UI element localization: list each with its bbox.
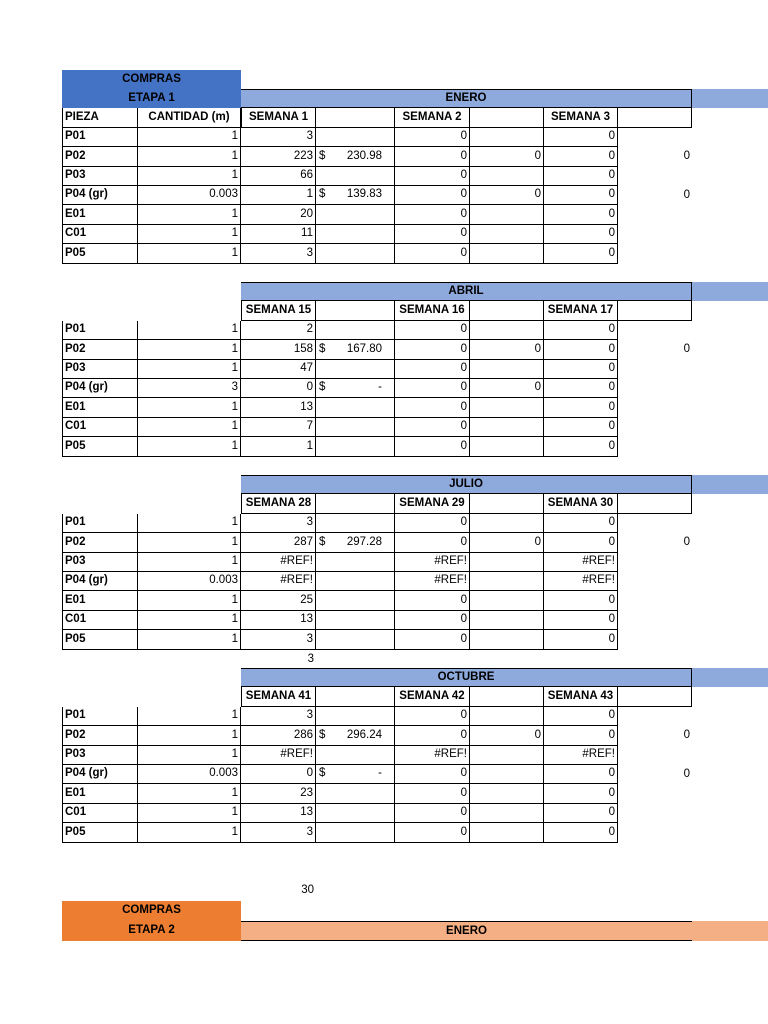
week3-extra-value (618, 630, 692, 649)
cost-cell (316, 707, 395, 726)
week1-value: 23 (241, 784, 316, 803)
week2-value: 0 (395, 128, 470, 147)
cost-cell (316, 726, 395, 745)
quantity-value: 1 (138, 514, 241, 533)
week2-extra-value (470, 823, 544, 842)
week3-extra-value (618, 360, 692, 379)
cost-cell (316, 553, 395, 572)
week1-value: #REF! (241, 572, 316, 591)
piece-code: P05 (62, 244, 138, 263)
cost-cell (316, 418, 395, 437)
quantity-value: 1 (138, 340, 241, 359)
quantity-value: 1 (138, 437, 241, 456)
stage2-month-label: ENERO (241, 921, 692, 941)
week3-extra-value (618, 398, 692, 417)
week2-extra-value (470, 746, 544, 765)
week2-extra-value: 0 (470, 147, 544, 166)
blank-header-cell (618, 494, 692, 513)
cost-cell (316, 321, 395, 340)
cost-amount: 230.98 (346, 149, 382, 162)
cost-amount: 167.80 (346, 342, 382, 355)
currency-symbol: $ (319, 728, 326, 741)
piece-code: P02 (62, 726, 138, 745)
piece-code: C01 (62, 611, 138, 630)
week2-extra-value (470, 804, 544, 823)
week3-value: 0 (544, 630, 618, 649)
week3-extra-value (618, 804, 692, 823)
currency-symbol: $ (319, 342, 326, 355)
cost-cell (316, 823, 395, 842)
week1-value: 286 (241, 726, 316, 745)
cost-cell (316, 398, 395, 417)
cost-cell (316, 244, 395, 263)
piece-code: E01 (62, 398, 138, 417)
week3-extra-value (618, 784, 692, 803)
cost-cell (316, 186, 395, 205)
week-header: SEMANA 29 (395, 494, 470, 513)
piece-code: P05 (62, 630, 138, 649)
week3-value: 0 (544, 726, 618, 745)
week-header: SEMANA 28 (241, 494, 316, 513)
week-header: SEMANA 1 (241, 108, 316, 127)
cost-amount: 139.83 (346, 188, 382, 201)
week2-extra-value (470, 572, 544, 591)
quantity-value: 1 (138, 746, 241, 765)
week2-extra-value (470, 205, 544, 224)
stage2-title-line1: COMPRAS (62, 901, 241, 921)
week3-extra-value (618, 225, 692, 244)
week1-value: 1 (241, 437, 316, 456)
week2-value: 0 (395, 784, 470, 803)
blank-header-cell (316, 687, 395, 706)
week3-extra-value (618, 572, 692, 591)
loose-value: 30 (301, 883, 314, 896)
week-header: SEMANA 42 (395, 687, 470, 706)
week2-extra-value (470, 321, 544, 340)
quantity-value: 1 (138, 398, 241, 417)
week1-value: 25 (241, 591, 316, 610)
quantity-value: 1 (138, 784, 241, 803)
week2-extra-value (470, 398, 544, 417)
quantity-value: 0.003 (138, 765, 241, 784)
quantity-value: 1 (138, 244, 241, 263)
quantity-value: 1 (138, 418, 241, 437)
quantity-value: 0.003 (138, 572, 241, 591)
week3-value: 0 (544, 225, 618, 244)
piece-code: P05 (62, 823, 138, 842)
month-label: JULIO (241, 475, 692, 494)
week3-value: 0 (544, 533, 618, 552)
week1-value: 66 (241, 167, 316, 186)
quantity-value: 1 (138, 591, 241, 610)
cost-cell (316, 205, 395, 224)
blank-header-cell (316, 108, 395, 127)
week2-extra-value (470, 514, 544, 533)
week-header: SEMANA 3 (544, 108, 618, 127)
week2-value: #REF! (395, 572, 470, 591)
week3-extra-value: 0 (683, 150, 690, 163)
cost-cell (316, 804, 395, 823)
week2-extra-value (470, 244, 544, 263)
piece-code: C01 (62, 225, 138, 244)
stage1-title-line1: COMPRAS (62, 70, 241, 89)
week1-value: 20 (241, 205, 316, 224)
week3-extra-value (618, 823, 692, 842)
week2-value: 0 (395, 167, 470, 186)
piece-code: P04 (gr) (62, 186, 138, 205)
week3-value: 0 (544, 379, 618, 398)
week2-value: #REF! (395, 553, 470, 572)
week3-value: 0 (544, 167, 618, 186)
month-label: ABRIL (241, 282, 692, 301)
cost-cell (316, 572, 395, 591)
week2-extra-value (470, 360, 544, 379)
week1-value: #REF! (241, 746, 316, 765)
week3-value: 0 (544, 321, 618, 340)
cost-cell (316, 533, 395, 552)
week2-extra-value (470, 707, 544, 726)
cost-cell (316, 340, 395, 359)
week1-value: 158 (241, 340, 316, 359)
week2-value: 0 (395, 823, 470, 842)
piece-code: C01 (62, 804, 138, 823)
week2-value: #REF! (395, 746, 470, 765)
cost-cell (316, 611, 395, 630)
week2-extra-value (470, 128, 544, 147)
week-header: SEMANA 17 (544, 301, 618, 320)
week3-value: 0 (544, 128, 618, 147)
cost-amount: 297.28 (346, 535, 382, 548)
week3-extra-value: 0 (683, 536, 690, 549)
piece-code: P02 (62, 533, 138, 552)
week3-value: 0 (544, 147, 618, 166)
cost-cell (316, 765, 395, 784)
week-header: SEMANA 16 (395, 301, 470, 320)
week3-extra-value (618, 591, 692, 610)
week3-extra-value (618, 746, 692, 765)
week3-value: 0 (544, 707, 618, 726)
week3-value: 0 (544, 186, 618, 205)
blank-header-cell (618, 301, 692, 320)
quantity-value: 1 (138, 707, 241, 726)
week-header: SEMANA 2 (395, 108, 470, 127)
week2-value: 0 (395, 205, 470, 224)
cost-cell (316, 630, 395, 649)
week2-extra-value (470, 784, 544, 803)
piece-code: P03 (62, 360, 138, 379)
quantity-value: 1 (138, 823, 241, 842)
week3-extra-value (618, 553, 692, 572)
week1-value: 0 (241, 765, 316, 784)
week3-extra-value: 0 (683, 343, 690, 356)
week3-extra-value (618, 167, 692, 186)
quantity-value: 3 (138, 379, 241, 398)
week3-value: #REF! (544, 572, 618, 591)
week1-value: 287 (241, 533, 316, 552)
week2-extra-value: 0 (470, 726, 544, 745)
quantity-value: 1 (138, 630, 241, 649)
week3-extra-value (618, 244, 692, 263)
cost-cell (316, 128, 395, 147)
week3-value: 0 (544, 205, 618, 224)
month-label: ENERO (241, 89, 692, 108)
week1-value: 0 (241, 379, 316, 398)
week1-value: 3 (241, 244, 316, 263)
week3-value: 0 (544, 340, 618, 359)
piece-code: C01 (62, 418, 138, 437)
week2-extra-value: 0 (470, 340, 544, 359)
week3-extra-value (618, 707, 692, 726)
week2-extra-value (470, 591, 544, 610)
week2-value: 0 (395, 321, 470, 340)
week2-value: 0 (395, 225, 470, 244)
week2-value: 0 (395, 804, 470, 823)
stage2-bottom-border (241, 940, 692, 941)
week2-value: 0 (395, 533, 470, 552)
piece-code: P01 (62, 128, 138, 147)
cost-cell (316, 784, 395, 803)
week2-extra-value (470, 553, 544, 572)
quantity-value: 0.003 (138, 186, 241, 205)
week2-value: 0 (395, 418, 470, 437)
week3-value: 0 (544, 437, 618, 456)
quantity-value: 1 (138, 553, 241, 572)
blank-header-cell (618, 687, 692, 706)
week2-extra-value (470, 765, 544, 784)
week2-extra-value (470, 437, 544, 456)
currency-symbol: $ (319, 149, 326, 162)
week3-value: 0 (544, 804, 618, 823)
cost-cell (316, 437, 395, 456)
piece-code: P05 (62, 437, 138, 456)
week3-value: 0 (544, 398, 618, 417)
week2-extra-value: 0 (470, 533, 544, 552)
week3-value: 0 (544, 591, 618, 610)
week1-value: 11 (241, 225, 316, 244)
piece-code: P04 (gr) (62, 572, 138, 591)
week2-value: 0 (395, 514, 470, 533)
piece-code: P03 (62, 746, 138, 765)
week2-value: 0 (395, 398, 470, 417)
week3-extra-value: 0 (683, 729, 690, 742)
week1-value: 13 (241, 611, 316, 630)
blank-header-cell (470, 494, 544, 513)
week2-value: 0 (395, 340, 470, 359)
quantity-value: 1 (138, 225, 241, 244)
blank-header-cell (470, 301, 544, 320)
week1-value: 223 (241, 147, 316, 166)
week2-value: 0 (395, 379, 470, 398)
week1-value: 3 (241, 514, 316, 533)
week3-extra-value (618, 514, 692, 533)
piece-code: E01 (62, 591, 138, 610)
week2-extra-value (470, 418, 544, 437)
week1-value: 3 (241, 630, 316, 649)
piece-code: P01 (62, 321, 138, 340)
week3-value: 0 (544, 360, 618, 379)
week3-extra-value (618, 611, 692, 630)
piece-code: E01 (62, 205, 138, 224)
blank-header-cell (316, 494, 395, 513)
week2-extra-value (470, 630, 544, 649)
week2-value: 0 (395, 765, 470, 784)
week3-extra-value: 0 (683, 767, 690, 780)
week2-extra-value: 0 (470, 186, 544, 205)
cost-cell (316, 514, 395, 533)
week2-value: 0 (395, 726, 470, 745)
week3-value: 0 (544, 611, 618, 630)
week2-extra-value (470, 611, 544, 630)
cost-cell (316, 746, 395, 765)
blank-header-cell (618, 108, 692, 127)
quantity-value: 1 (138, 128, 241, 147)
piece-code: P04 (gr) (62, 379, 138, 398)
piece-code: P01 (62, 707, 138, 726)
week2-extra-value (470, 225, 544, 244)
cost-cell (316, 591, 395, 610)
week3-extra-value (618, 321, 692, 340)
cost-amount: - (378, 381, 382, 394)
currency-symbol: $ (319, 535, 326, 548)
blank-header-cell (316, 301, 395, 320)
piece-code: P01 (62, 514, 138, 533)
week2-extra-value (470, 167, 544, 186)
week1-value: 13 (241, 398, 316, 417)
week1-value: 1 (241, 186, 316, 205)
week2-value: 0 (395, 707, 470, 726)
quantity-value: 1 (138, 321, 241, 340)
quantity-value: 1 (138, 533, 241, 552)
week-header: SEMANA 15 (241, 301, 316, 320)
currency-symbol: $ (319, 767, 326, 780)
week2-value: 0 (395, 244, 470, 263)
week1-value: 7 (241, 418, 316, 437)
blank-header-cell (470, 108, 544, 127)
week1-value: 3 (241, 823, 316, 842)
quantity-value: 1 (138, 205, 241, 224)
week3-extra-value: 0 (683, 188, 690, 201)
cost-cell (316, 360, 395, 379)
week3-value: 0 (544, 765, 618, 784)
quantity-value: 1 (138, 611, 241, 630)
week3-value: 0 (544, 823, 618, 842)
week3-extra-value (618, 205, 692, 224)
week2-value: 0 (395, 630, 470, 649)
quantity-value: 1 (138, 804, 241, 823)
week1-value: 3 (241, 707, 316, 726)
week-header: SEMANA 30 (544, 494, 618, 513)
week1-value: 3 (241, 128, 316, 147)
piece-code: P04 (gr) (62, 765, 138, 784)
cost-cell (316, 167, 395, 186)
week1-value: 13 (241, 804, 316, 823)
blank-header-cell (470, 687, 544, 706)
week3-value: 0 (544, 784, 618, 803)
week-header: SEMANA 41 (241, 687, 316, 706)
week3-value: #REF! (544, 746, 618, 765)
week2-value: 0 (395, 437, 470, 456)
week2-value: 0 (395, 147, 470, 166)
week1-value: 2 (241, 321, 316, 340)
cost-amount: 296.24 (346, 728, 382, 741)
week1-value: #REF! (241, 553, 316, 572)
week3-extra-value (618, 128, 692, 147)
cost-cell (316, 225, 395, 244)
quantity-value: 1 (138, 360, 241, 379)
piece-code: E01 (62, 784, 138, 803)
cost-cell (316, 147, 395, 166)
week3-value: 0 (544, 418, 618, 437)
week3-value: #REF! (544, 553, 618, 572)
piece-code: P02 (62, 340, 138, 359)
cost-cell (316, 379, 395, 398)
week2-value: 0 (395, 611, 470, 630)
week3-value: 0 (544, 514, 618, 533)
stage1-title-line2: ETAPA 1 (62, 89, 241, 108)
cost-amount: - (378, 767, 382, 780)
below-table-value: 3 (307, 652, 314, 665)
quantity-value: 1 (138, 147, 241, 166)
currency-symbol: $ (319, 188, 326, 201)
week3-value: 0 (544, 244, 618, 263)
week3-extra-value (618, 418, 692, 437)
week-header: SEMANA 43 (544, 687, 618, 706)
week2-value: 0 (395, 186, 470, 205)
week2-value: 0 (395, 360, 470, 379)
week3-extra-value (618, 437, 692, 456)
week2-value: 0 (395, 591, 470, 610)
currency-symbol: $ (319, 381, 326, 394)
week3-extra-value (618, 379, 692, 398)
quantity-value: 1 (138, 726, 241, 745)
month-label: OCTUBRE (241, 668, 692, 687)
quantity-value: 1 (138, 167, 241, 186)
week1-value: 47 (241, 360, 316, 379)
header-pieza: PIEZA (62, 108, 138, 127)
header-cantidad: CANTIDAD (m) (138, 108, 241, 127)
week2-extra-value: 0 (470, 379, 544, 398)
piece-code: P03 (62, 167, 138, 186)
piece-code: P03 (62, 553, 138, 572)
piece-code: P02 (62, 147, 138, 166)
stage2-title-line2: ETAPA 2 (62, 921, 241, 941)
